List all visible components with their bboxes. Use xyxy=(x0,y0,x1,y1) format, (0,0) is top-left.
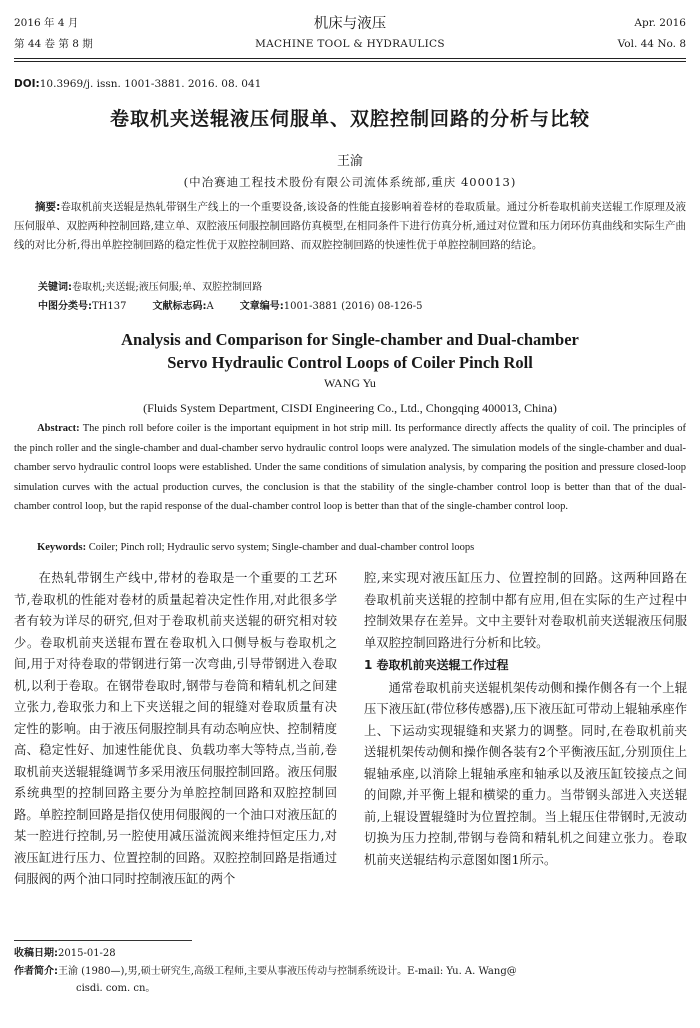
keywords-cn-text: 卷取机;夹送辊;液压伺服;单、双腔控制回路 xyxy=(72,282,263,293)
affiliation-en: (Fluids System Department, CISDI Engineering Co., Ltd., Chongqing 400013, China) xyxy=(143,401,557,415)
bio-text: 王渝 (1980—),男,硕士研究生,高级工程师,主要从事液压传动与控制系统设计。E-mail: Yu. A. Wang@ xyxy=(58,966,517,977)
header-rule xyxy=(14,58,686,59)
section-1-paragraph: 通常卷取机前夹送辊机架传动侧和操作侧各有一个上辊压下液压缸(带位移传感器),压下液压缸可带动上辊轴承座作上、下运动实现辊缝和夹紧力的调整。同时,在卷取机前夹送辊机架传动侧和操作侧各装有2个平衡液压缸,分别顶住上辊轴承座,以消除上辊轴承座和轴承以及液压缸铰接点之间的间隙,并平衡上辊和横梁的重力。当带钢头部进入夹送辊前,上辊设置辊缝时为位置控制。当上辊压住带钢时,无波动切换为压力控制,带钢与卷筒和精轧机之间建立张力。卷取机前夹送辊结构示意图如图1所示。 xyxy=(364,680,687,867)
keywords-cn xyxy=(38,280,262,295)
received-date xyxy=(14,946,116,962)
header-right xyxy=(618,16,686,51)
abstract-en xyxy=(14,419,686,517)
author-bio xyxy=(14,964,686,980)
header-center xyxy=(0,12,700,50)
abstract-en-text: The pinch roll before coiler is the important equipment in hot strip mill. Its performance directly affects the quality of coil. The principles of the pinch roller and the single-chamber and dual-chamber servo hydraulic control loops were analyzed. The simulation models of the single-chamber and dual-chamber servo hydraulic control loops were established. Under the same conditions of simulation analysis, by comparing the position and pressure closed-loop simulation curves with the actual production curves, the conclusion is that the stability of the single-chamber control loop is better than that of the dual-chamber control loop, but the rapid response of the dual-chamber control loop is better than that of the single-chamber control loop. xyxy=(14,423,686,512)
abstract-en-label: Abstract: xyxy=(37,423,80,434)
header-rule-thin xyxy=(14,61,686,62)
doi-label: DOI: xyxy=(14,78,40,90)
section-1-heading: 1 卷取机前夹送辊工作过程 xyxy=(364,658,509,672)
keywords-en xyxy=(14,538,686,558)
journal-title-cn: 机床与液压 xyxy=(313,16,387,32)
received-label: 收稿日期: xyxy=(14,948,58,959)
author-bio-line2: cisdi. com. cn。 xyxy=(76,983,156,994)
affiliation-cn: (中冶赛迪工程技术股份有限公司流体系统部,重庆 400013) xyxy=(183,175,517,189)
keywords-en-label: Keywords: xyxy=(37,542,87,553)
body-column-right xyxy=(364,568,687,871)
header-date-cn: 2016 年 4 月 xyxy=(14,17,79,29)
abstract-cn-label: 摘要: xyxy=(35,201,61,213)
classification-line xyxy=(38,299,423,314)
doc-code-value: A xyxy=(206,301,214,312)
received-value: 2015-01-28 xyxy=(58,948,116,959)
keywords-cn-label: 关键词: xyxy=(38,282,72,293)
article-number-value: 1001-3881 (2016) 08-126-5 xyxy=(283,301,423,312)
title-cn: 卷取机夹送辊液压伺服单、双腔控制回路的分析与比较 xyxy=(109,108,590,130)
header-volume-en: Vol. 44 No. 8 xyxy=(617,38,686,50)
article-number-label: 文章编号: xyxy=(239,301,284,312)
clc-value: TH137 xyxy=(92,301,127,312)
body-column-left xyxy=(14,568,337,891)
journal-title-en: MACHINE TOOL & HYDRAULICS xyxy=(255,38,445,50)
footnote-rule xyxy=(14,940,192,941)
keywords-en-text: Coiler; Pinch roll; Hydraulic servo system; Single-chamber and dual-chamber control loops xyxy=(88,542,475,553)
bio-label: 作者简介: xyxy=(14,966,58,977)
doc-code-label: 文献标志码: xyxy=(152,301,207,312)
doi-value: 10.3969/j. issn. 1001-3881. 2016. 08. 041 xyxy=(39,78,262,90)
author-cn: 王渝 xyxy=(336,154,363,169)
abstract-cn-text: 卷取机前夹送辊是热轧带钢生产线上的一个重要设备,该设备的性能直接影响着卷材的卷取质量。通过分析卷取机前夹送辊工作原理及液压伺服单、双腔两种控制回路,建立单、双腔液压伺服控制回路仿真模型,在相同条件下进行仿真分析,通过对位置和压力闭环仿真曲线和实际生产曲线的对比分析,得出单腔控制回路的稳定性优于双腔控制回路、而双腔控制回路的快速性优于单腔控制回路的结论。 xyxy=(14,201,686,251)
header-volume-cn: 第 44 卷 第 8 期 xyxy=(14,38,93,50)
doi-line xyxy=(14,78,261,90)
intro-paragraph: 在热轧带钢生产线中,带材的卷取是一个重要的工艺环节,卷取机的性能对卷材的质量起着决定性作用,对此很多学者有较为详尽的研究,但对于卷取机前夹送辊的研究相对较少。卷取机前夹送辊布置在卷取机入口侧导板与卷取机之间,用于对待卷取的带钢进行第一次弯曲,引导带钢进入卷取机,以利于卷取。在钢带卷取时,钢带与卷筒和精轧机之间建立张力,卷取张力和上下夹送辊之间的辊缝对卷取质量有决定性的影响。由于液压伺服控制具有动态响应快、控制精度高、稳定性好、加速性能优良、负载功率大等特点,当前,卷取机前夹送辊辊缝调节多采用液压伺服控制回路。液压伺服系统典型的控制回路主要分为单腔控制回路和双腔控制回路。单腔控制回路是指仅使用伺服阀的一个油口对液压缸的某一腔进行控制,另一腔使用减压溢流阀来维持恒定压力,对液压缸进行压力、位置控制的回路。双腔控制回路是指通过伺服阀的两个油口同时控制液压缸的两个 xyxy=(14,571,337,886)
title-en-line1: Analysis and Comparison for Single-chamber and Dual-chamber xyxy=(121,330,579,349)
header-date-en: Apr. 2016 xyxy=(634,17,686,29)
title-en-line2: Servo Hydraulic Control Loops of Coiler Pinch Roll xyxy=(167,353,533,372)
abstract-cn xyxy=(14,198,686,255)
intro-continuation: 腔,来实现对液压缸压力、位置控制的回路。这两种回路在卷取机前夹送辊的控制中都有应用,但在实际的生产过程中控制效果存在差异。文中主要针对卷取机前夹送辊液压伺服单双腔控制回路进行分析和比较。 xyxy=(364,571,687,650)
author-en: WANG Yu xyxy=(324,376,376,390)
clc-label: 中图分类号: xyxy=(38,301,92,312)
